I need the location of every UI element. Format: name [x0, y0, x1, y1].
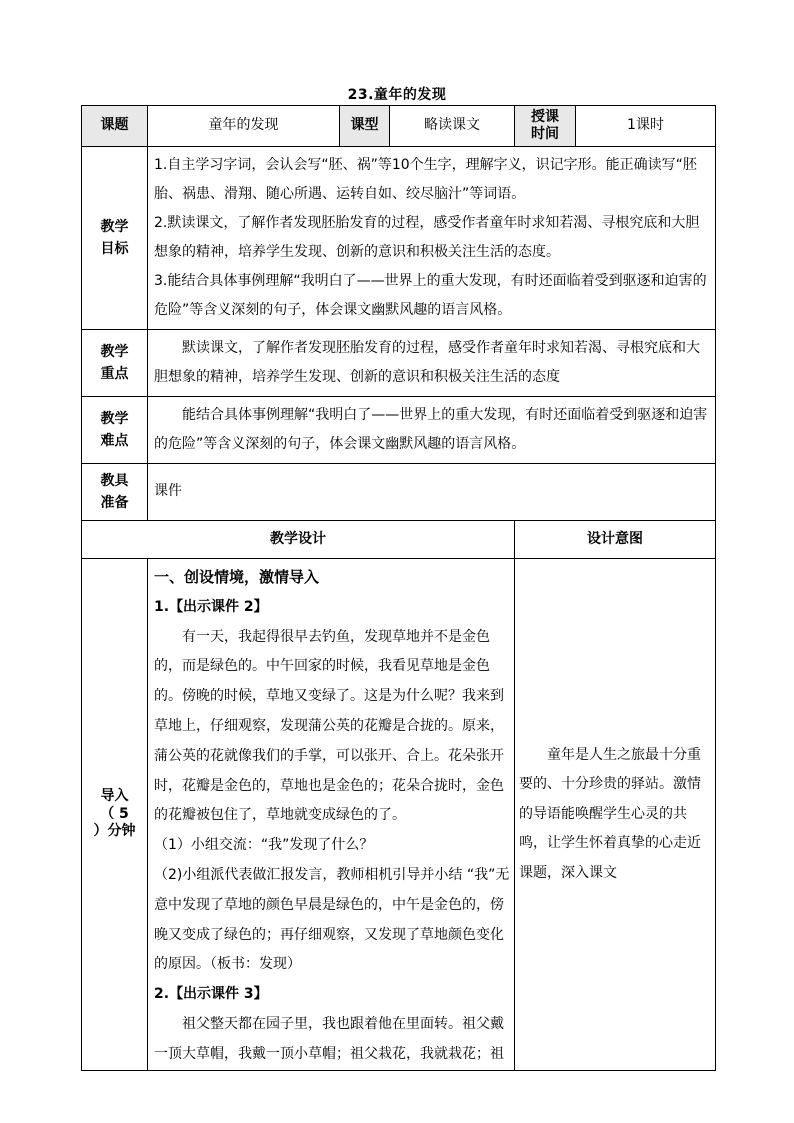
type-label: 课型	[340, 106, 390, 147]
item1-label: 【出示课件 2】	[169, 598, 268, 615]
key-points-content	[148, 330, 716, 397]
time-value: 1课时	[576, 106, 716, 147]
design-body-row	[82, 559, 716, 1071]
difficulties-text: 能结合具体事例理解“我明白了——世界上的重大发现，有时还面临着受到驱逐和迫害的危险”等含义深刻的句子，体会课文幽默风趣的语言风格。	[154, 407, 708, 452]
course-value: 童年的发现	[148, 106, 340, 147]
objectives-content	[148, 147, 716, 330]
type-value: 略读课文	[390, 106, 515, 147]
story-paragraph-1: 有一天，我起得很早去钓鱼，发现草地并不是金色的，而是绿色的。中午回家的时候，我看见草地是金色的。傍晚的时候，草地又变绿了。这是为什么呢？我来到草地上，仔细观察，发现蒲公英的花瓣是合拢的。原来，蒲公英的花就像我们的手掌，可以张开、合上。花朵张开时，花瓣是金色的，草地也是金色的；花朵合拢时，金色的花瓣被包住了，草地就变成绿色的了。	[154, 628, 504, 824]
section-heading: 一、创设情境，激情导入	[154, 568, 320, 586]
design-header: 教学设计	[82, 521, 515, 559]
key-points-row	[82, 330, 716, 397]
phase-line2: （ 5	[100, 805, 129, 822]
key-points-label	[82, 330, 148, 397]
key-points-text: 默读课文，了解作者发现胚胎发育的过程，感受作者童年时求知若渴、寻根究底和大胆想象的精神，培养学生发现、创新的意识和积极关注生活的态度	[154, 340, 700, 385]
courseware-item-2	[154, 980, 511, 1010]
courseware-item-1	[154, 593, 511, 623]
tools-row	[82, 464, 716, 521]
objective-item: 1.自主学习字词，会认会写“胚、祸”等10个生字，理解字义，识记字形。能正确读写“胚胎、祸患、滑翔、随心所遇、运转自如、绞尽脑汁”等词语。	[154, 157, 697, 202]
header-row	[82, 106, 716, 147]
difficulties-label	[82, 397, 148, 464]
lesson-plan-table	[81, 105, 716, 1071]
key-points-label-line1: 教学	[100, 344, 129, 360]
intent-content	[515, 559, 716, 1071]
time-label-line2: 时间	[531, 126, 559, 142]
objectives-row	[82, 147, 716, 330]
objectives-label-line1: 教学	[100, 219, 129, 235]
difficulties-label-line2: 难点	[100, 433, 129, 449]
phase-label	[82, 559, 148, 1071]
tools-label-line2: 准备	[100, 495, 129, 511]
intent-header: 设计意图	[515, 521, 716, 559]
difficulties-row	[82, 397, 716, 464]
question-1: （1）小组交流：“我”发现了什么？	[154, 837, 374, 854]
phase-line3: ）分钟	[93, 823, 136, 840]
story-paragraph-2: 祖父整天都在园子里，我也跟着他在里面转。祖父戴一顶大草帽，我戴一顶小草帽；祖父栽花，我就栽花；祖	[154, 1015, 504, 1062]
time-label-line1: 授课	[531, 109, 559, 125]
objectives-label-line2: 目标	[100, 241, 129, 257]
objective-item: 3.能结合具体事例理解“我明白了——世界上的重大发现，有时还面临着受到驱逐和迫害的危险”等含义深刻的句子，体会课文幽默风趣的语言风格。	[154, 273, 707, 318]
objectives-label	[82, 147, 148, 330]
key-points-label-line2: 重点	[100, 366, 129, 382]
tools-label	[82, 464, 148, 521]
difficulties-content	[148, 397, 716, 464]
question-2: （2)小组派代表做汇报发言，教师相机引导并小结 “我”无意中发现了草地的颜色早晨是绿色的，中午是金色的，傍晚又变成了绿色的；再仔细观察，又发现了草地颜色变化的原因。（板书：发现）	[154, 866, 510, 973]
document-title: 23.童年的发现	[347, 87, 447, 103]
phase-line1: 导入	[100, 788, 129, 805]
course-label: 课题	[82, 106, 148, 147]
objective-item: 2.默读课文，了解作者发现胚胎发育的过程，感受作者童年时求知若渴、寻根究底和大胆想象的精神，培养学生发现、创新的意识和积极关注生活的态度。	[154, 215, 700, 260]
tools-label-line1: 教具	[100, 473, 129, 489]
difficulties-label-line1: 教学	[100, 411, 129, 427]
item2-prefix: 2.	[154, 986, 170, 1003]
design-header-row	[82, 521, 716, 559]
design-content	[148, 559, 515, 1071]
time-label	[515, 106, 576, 147]
item2-label: 【出示课件 3】	[169, 986, 268, 1003]
item1-prefix: 1.	[154, 598, 170, 615]
tools-content: 课件	[148, 464, 716, 521]
intent-text: 童年是人生之旅最十分重要的、十分珍贵的驿站。激情的导语能唤醒学生心灵的共鸣，让学生怀着真挚的心走近课题，深入课文	[519, 746, 701, 881]
